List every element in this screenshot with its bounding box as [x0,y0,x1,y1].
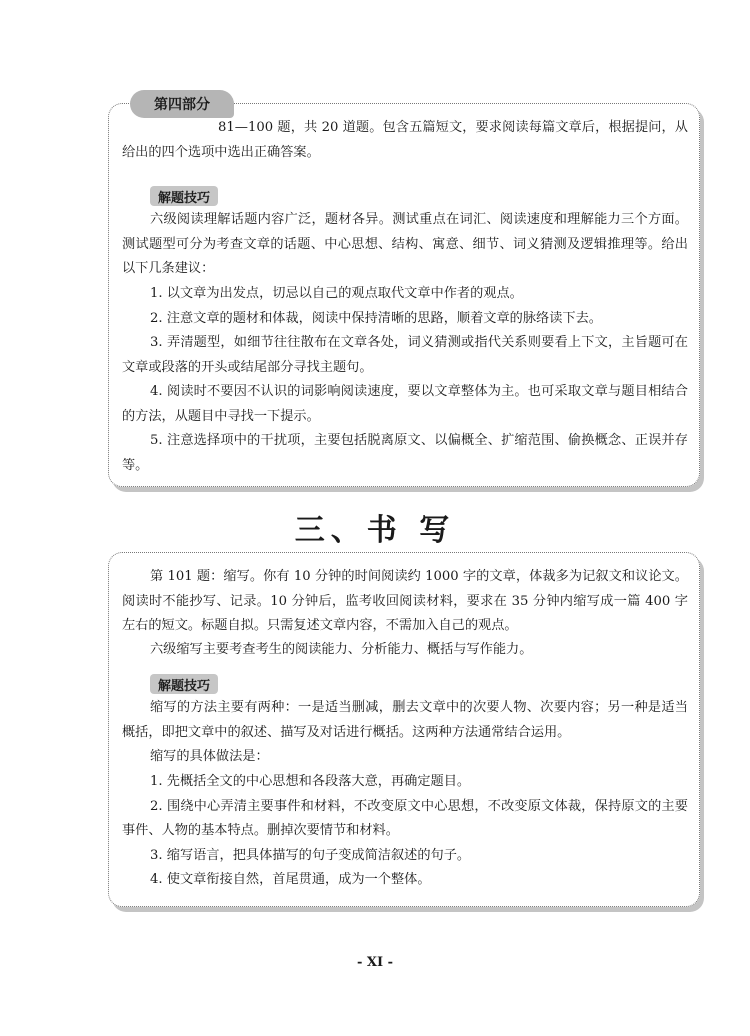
part4-tips-list [122,282,688,478]
part4-tips-label: 解题技巧 [150,186,218,206]
list-item: 3. 弄清题型，如细节往往散布在文章各处，词义猜测或指代关系则要看上下文，主旨题可在文章或段落的开头或结尾部分寻找主题句。 [122,335,688,375]
writing-steps-intro: 缩写的具体做法是： [150,749,269,764]
part4-tab-label: 第四部分 [130,90,234,118]
writing-methods: 缩写的方法主要有两种：一是适当删减，删去文章中的次要人物、次要内容；另一种是适当概括，即把文章中的叙述、描写及对话进行概括。这两种方法通常结合运用。 [122,700,688,740]
list-item: 4. 阅读时不要因不认识的词影响阅读速度，要以文章整体为主。也可采取文章与题目相结合的方法，从题目中寻找一下提示。 [122,384,688,424]
list-item: 4. 使文章衔接自然，首尾贯通，成为一个整体。 [150,872,431,887]
list-item: 2. 围绕中心弄清主要事件和材料，不改变原文中心思想，不改变原文体裁，保持原文的主要事件、人物的基本特点。删掉次要情节和材料。 [122,798,688,838]
writing-assessment: 六级缩写主要考查考生的阅读能力、分析能力、概括与写作能力。 [150,642,533,657]
writing-question: 第 101 题：缩写。你有 10 分钟的时间阅读约 1000 字的文章，体裁多为记叙文和议论文。阅读时不能抄写、记录。10 分钟后，监考收回阅读材料，要求在 35 分钟内缩写成一篇 400 字左右的短文。标题自拟。只需复述文章内容，不需加入自己的观点。 [122,569,688,633]
list-item: 1. 以文章为出发点，切忌以自己的观点取代文章中作者的观点。 [150,286,523,301]
section-title: 三、书 写 [294,513,456,548]
part4-tips-intro: 六级阅读理解话题内容广泛，题材各异。测试重点在词汇、阅读速度和理解能力三个方面。测试题型可分为考查文章的话题、中心思想、结构、寓意、细节、词义猜测及逻辑推理等。给出以下几条建议： [122,212,688,276]
list-item: 3. 缩写语言，把具体描写的句子变成简洁叙述的句子。 [150,847,471,863]
part4-intro: 81—100 题，共 20 道题。包含五篇短文，要求阅读每篇文章后，根据提问，从给出的四个选项中选出正确答案。 [122,120,688,160]
list-item: 1. 先概括全文的中心思想和各段落大意，再确定题目。 [150,774,471,789]
writing-tips-label: 解题技巧 [150,674,218,694]
list-item: 5. 注意选择项中的干扰项，主要包括脱离原文、以偏概全、扩缩范围、偷换概念、正误并存等。 [122,433,688,473]
list-item: 2. 注意文章的题材和体裁，阅读中保持清晰的思路，顺着文章的脉络读下去。 [150,310,602,326]
writing-steps-list [122,770,688,893]
page-number: - XI - [356,955,393,970]
